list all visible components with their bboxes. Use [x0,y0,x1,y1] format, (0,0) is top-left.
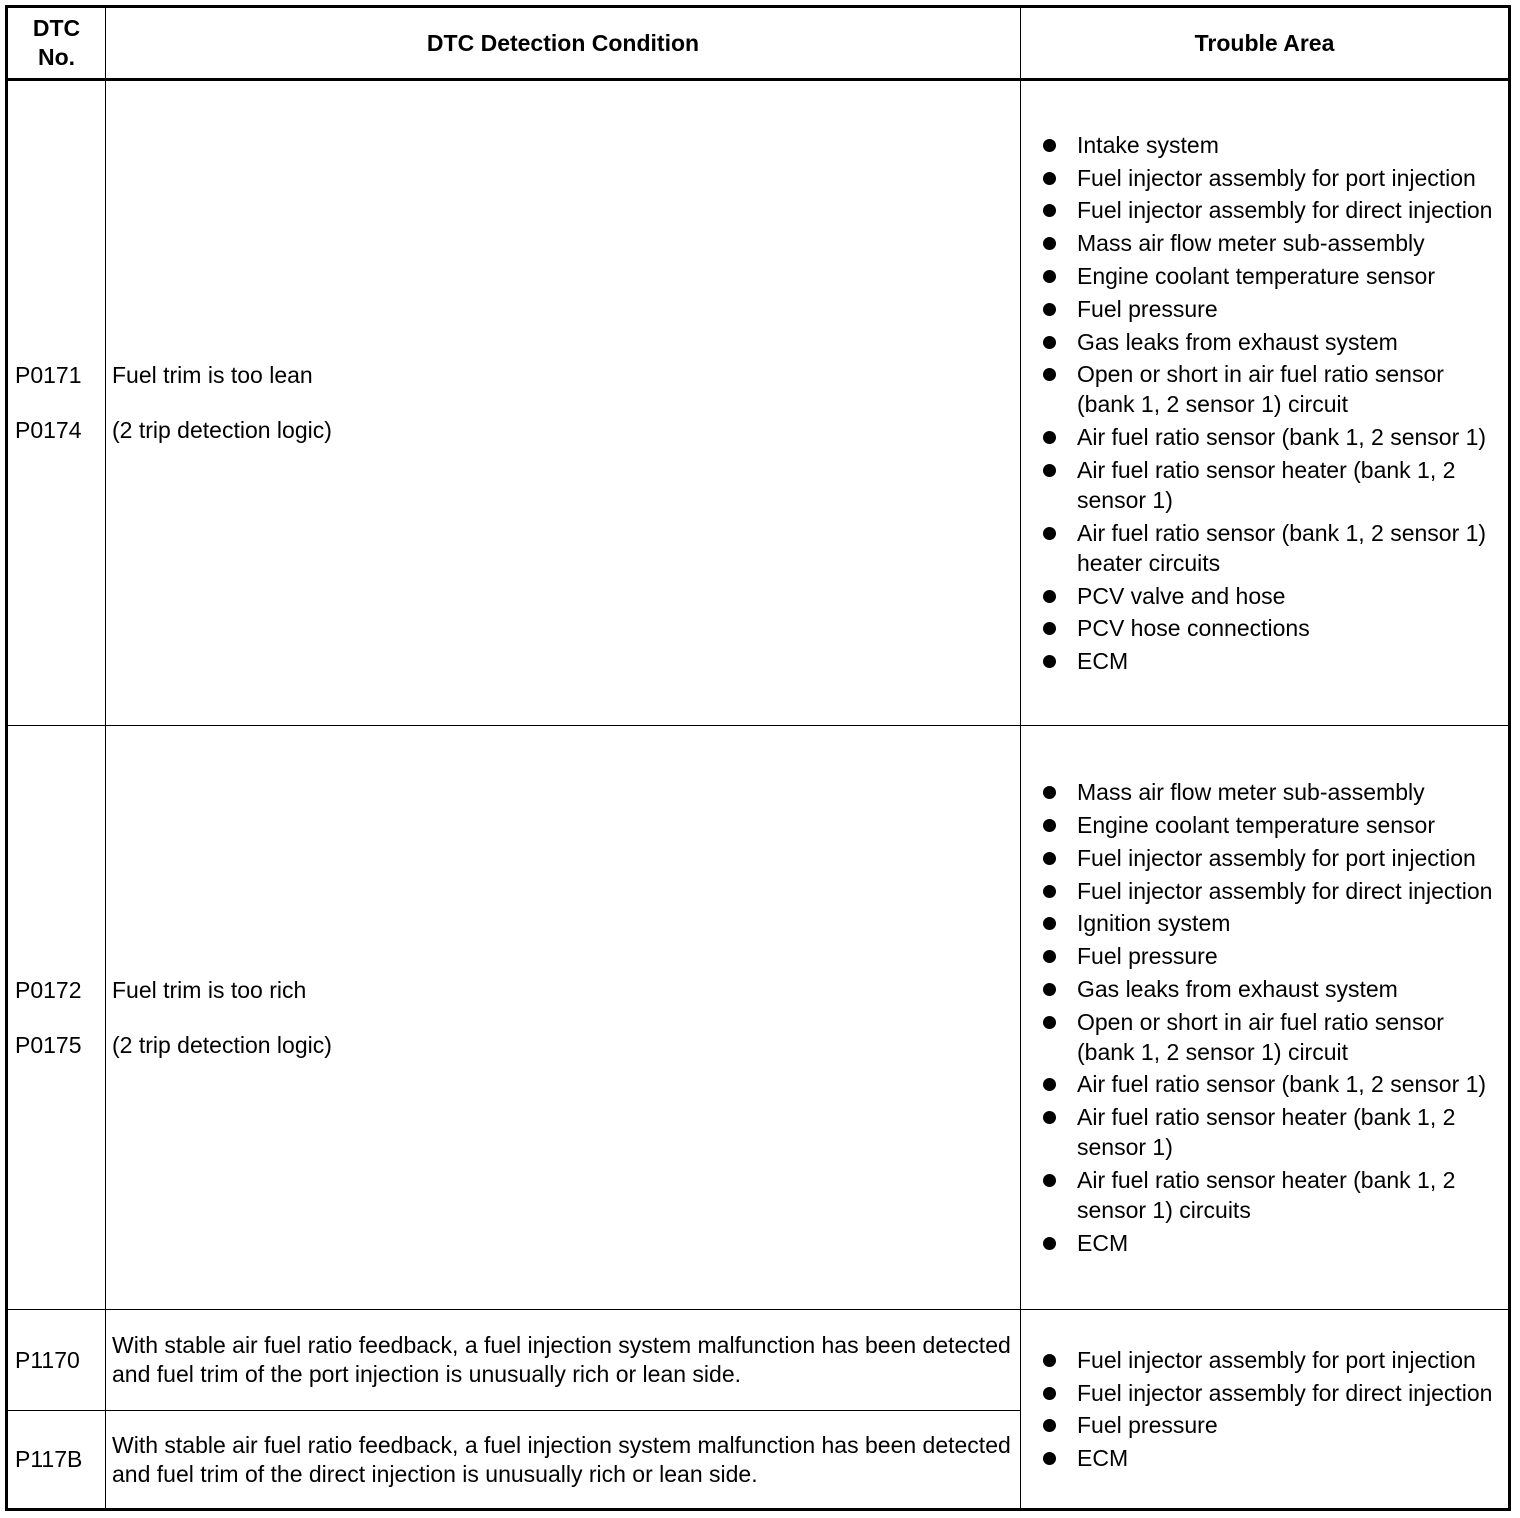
bullet-icon [1043,139,1056,152]
detection-condition-cell [106,1310,1021,1411]
list-item [1041,1102,1500,1162]
table-row [7,726,1510,1310]
trouble-area-text: ECM [1077,1229,1129,1256]
bullet-icon [1043,237,1056,250]
bullet-icon [1043,204,1056,217]
list-item [1041,1007,1500,1067]
trouble-area-text: Air fuel ratio sensor heater (bank 1, 2 sensor 1) [1077,1104,1456,1161]
dtc-code-cell [7,726,106,1310]
bullet-icon [1043,431,1056,444]
list-item [1041,843,1500,873]
dtc-code-cell [7,80,106,726]
bullet-icon [1043,303,1056,316]
bullet-icon [1043,1078,1056,1091]
trouble-area-cell [1021,80,1510,726]
list-item [1041,908,1500,938]
list-item [1041,941,1500,971]
detection-note: (2 trip detection logic) [112,417,332,443]
trouble-area-text: Gas leaks from exhaust system [1077,328,1398,355]
bullet-icon [1043,786,1056,799]
list-item [1041,518,1500,578]
bullet-icon [1043,1419,1056,1432]
bullet-icon [1043,885,1056,898]
bullet-icon [1043,464,1056,477]
bullet-icon [1043,655,1056,668]
trouble-area-text: Engine coolant temperature sensor [1077,811,1435,838]
trouble-area-text: Engine coolant temperature sensor [1077,263,1435,289]
dtc-code: P117B [15,1446,83,1472]
list-item [1041,613,1500,643]
trouble-area-text: Fuel pressure [1077,1412,1218,1439]
trouble-area-text: Ignition system [1077,910,1231,937]
header-trouble-area: Trouble Area [1021,7,1510,80]
trouble-area-text: ECM [1077,1445,1129,1472]
header-condition: DTC Detection Condition [106,7,1021,80]
list-item [1041,327,1500,357]
trouble-area-text: Open or short in air fuel ratio sensor (bank 1, 2 sensor 1) circuit [1077,1008,1444,1065]
dtc-table [5,5,1511,1511]
list-item [1041,1165,1500,1225]
list-item [1041,422,1500,452]
bullet-icon [1043,1174,1056,1187]
bullet-icon [1043,172,1056,185]
list-item [1041,455,1500,515]
trouble-area-text: Air fuel ratio sensor heater (bank 1, 2 sensor 1) [1077,456,1456,513]
detection-condition-cell [106,80,1021,726]
table-row [7,1310,1510,1411]
bullet-icon [1043,622,1056,635]
list-item [1041,228,1500,258]
trouble-area-text: ECM [1077,648,1129,675]
trouble-area-text: Air fuel ratio sensor heater (bank 1, 2 sensor 1) circuits [1077,1167,1456,1224]
trouble-area-list [1041,1345,1500,1473]
list-item [1041,1228,1500,1258]
list-item [1041,294,1500,324]
list-item [1041,163,1500,193]
list-item [1041,777,1500,807]
trouble-area-text: Fuel pressure [1077,943,1218,970]
bullet-icon [1043,1387,1056,1400]
header-dtc-no: DTC No. [7,7,106,80]
bullet-icon [1043,590,1056,603]
detection-condition-cell [106,1411,1021,1510]
trouble-area-text: Fuel injector assembly for direct injection [1077,877,1493,904]
detection-condition: Fuel trim is too rich [112,976,307,1003]
list-item [1041,1069,1500,1099]
list-item [1041,876,1500,906]
list-item [1041,1410,1500,1440]
list-item [1041,1345,1500,1375]
trouble-area-text: Gas leaks from exhaust system [1077,975,1398,1002]
bullet-icon [1043,917,1056,930]
dtc-code: P0174 [15,417,82,443]
bullet-icon [1043,819,1056,832]
bullet-icon [1043,1354,1056,1367]
dtc-code: P1170 [15,1346,80,1373]
trouble-area-text: Fuel injector assembly for direct injection [1077,197,1493,224]
trouble-area-text: Fuel injector assembly for port injection [1077,1346,1476,1373]
bullet-icon [1043,1016,1056,1029]
trouble-area-text: Air fuel ratio sensor (bank 1, 2 sensor 1) [1077,424,1487,451]
dtc-code: P0172 [15,976,82,1003]
list-item [1041,359,1500,419]
dtc-code-cell [7,1310,106,1411]
trouble-area-text: Open or short in air fuel ratio sensor (bank 1, 2 sensor 1) circuit [1077,361,1444,418]
trouble-area-list [1041,130,1500,676]
trouble-area-text: PCV valve and hose [1077,582,1286,609]
bullet-icon [1043,270,1056,283]
detection-condition: With stable air fuel ratio feedback, a fuel injection system malfunction has been detected and fuel trim of the direct injection is unusually rich or lean side. [112,1431,1011,1487]
list-item [1041,130,1500,160]
bullet-icon [1043,852,1056,865]
list-item [1041,581,1500,611]
list-item [1041,261,1500,291]
bullet-icon [1043,983,1056,996]
dtc-code: P0175 [15,1031,82,1058]
detection-condition-cell [106,726,1021,1310]
list-item [1041,646,1500,676]
trouble-area-text: Air fuel ratio sensor (bank 1, 2 sensor 1) [1077,1071,1487,1098]
list-item [1041,974,1500,1004]
trouble-area-text: Air fuel ratio sensor (bank 1, 2 sensor 1) heater circuits [1077,519,1487,576]
bullet-icon [1043,1111,1056,1124]
bullet-icon [1043,368,1056,381]
trouble-area-text: Fuel pressure [1077,295,1218,322]
detection-note: (2 trip detection logic) [112,1031,332,1058]
dtc-code-cell [7,1411,106,1510]
trouble-area-text: PCV hose connections [1077,615,1310,642]
list-item [1041,1378,1500,1408]
trouble-area-text: Intake system [1077,131,1219,158]
bullet-icon [1043,336,1056,349]
bullet-icon [1043,527,1056,540]
detection-condition: With stable air fuel ratio feedback, a fuel injection system malfunction has been detected and fuel trim of the port injection is unusually rich or lean side. [112,1332,1011,1387]
trouble-area-text: Mass air flow meter sub-assembly [1077,230,1425,257]
list-item [1041,195,1500,225]
list-item [1041,1443,1500,1473]
trouble-area-text: Fuel injector assembly for direct injection [1077,1379,1493,1406]
trouble-area-text: Mass air flow meter sub-assembly [1077,779,1425,806]
trouble-area-text: Fuel injector assembly for port injection [1077,164,1476,191]
trouble-area-text: Fuel injector assembly for port injection [1077,844,1476,871]
list-item [1041,810,1500,840]
bullet-icon [1043,1452,1056,1465]
detection-condition: Fuel trim is too lean [112,362,313,388]
trouble-area-cell [1021,726,1510,1310]
table-row [7,80,1510,726]
trouble-area-list [1041,777,1500,1258]
dtc-code: P0171 [15,362,82,388]
trouble-area-cell [1021,1310,1510,1510]
header-row [7,7,1510,80]
bullet-icon [1043,1237,1056,1250]
bullet-icon [1043,950,1056,963]
